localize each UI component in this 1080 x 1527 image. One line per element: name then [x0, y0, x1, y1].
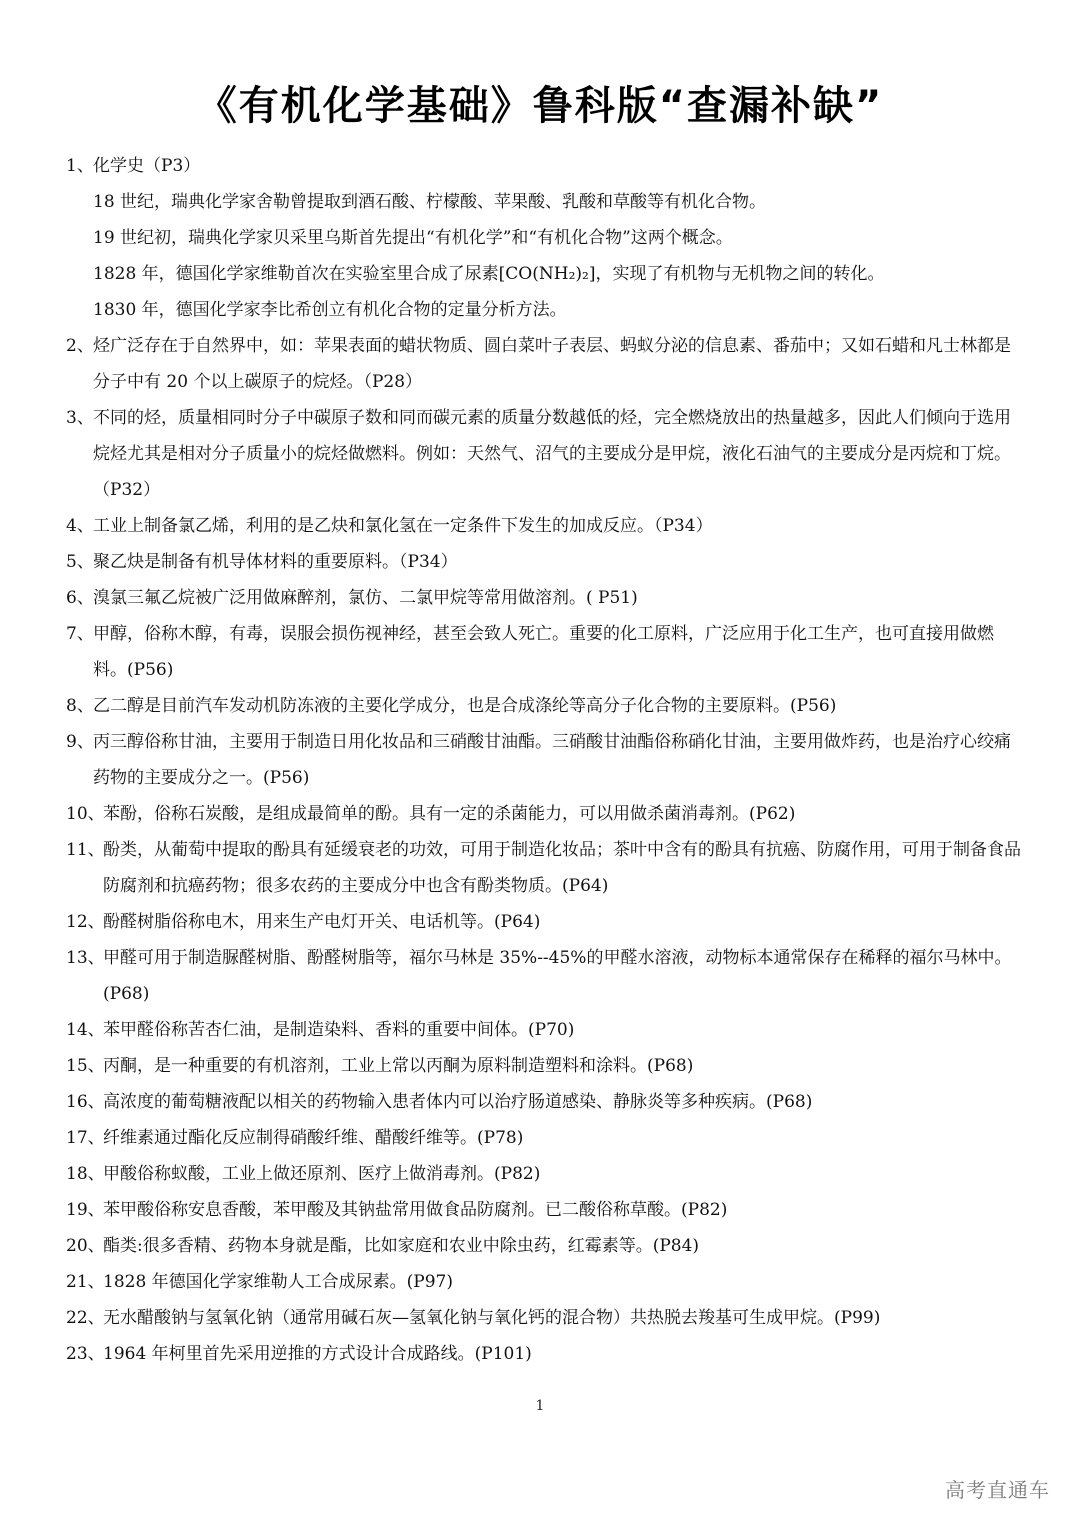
item-number: 3、 — [66, 408, 94, 428]
item-text: 无水醋酸钠与氢氧化钠（通常用碱石灰—氢氧化钠与氧化钙的混合物）共热脱去羧基可生成甲烷。(P99) — [103, 1308, 881, 1328]
list-item — [66, 1120, 1024, 1156]
item-number: 20、 — [66, 1236, 105, 1256]
item-number: 14、 — [66, 1020, 105, 1040]
item-number: 17、 — [66, 1128, 105, 1148]
item-number: 11、 — [66, 840, 105, 860]
item-number: 7、 — [66, 624, 94, 644]
list-item — [66, 904, 1024, 940]
history-line: 1830 年，德国化学家李比希创立有机化合物的定量分析方法。 — [93, 300, 567, 320]
history-line: 18 世纪，瑞典化学家舍勒曾提取到酒石酸、柠檬酸、苹果酸、乳酸和草酸等有机化合物。 — [93, 192, 767, 212]
item-number: 2、 — [66, 336, 94, 356]
item-number: 23、 — [66, 1344, 105, 1364]
list-item — [66, 832, 1024, 904]
item-text: 苯甲酸俗称安息香酸，苯甲酸及其钠盐常用做食品防腐剂。已二酸俗称草酸。(P82) — [103, 1200, 728, 1220]
list-item — [66, 940, 1024, 1012]
list-item — [66, 1048, 1024, 1084]
item-text: 高浓度的葡萄糖液配以相关的药物输入患者体内可以治疗肠道感染、静脉炎等多种疾病。(P68) — [103, 1092, 813, 1112]
item-text: 纤维素通过酯化反应制得硝酸纤维、醋酸纤维等。(P78) — [103, 1128, 524, 1148]
item-number: 12、 — [66, 912, 105, 932]
item-text: 酚类，从葡萄中提取的酚具有延缓衰老的功效，可用于制造化妆品；茶叶中含有的酚具有抗癌、防腐作用，可用于制备食品防腐剂和抗癌药物；很多农药的主要成分中也含有酚类物质。(P64) — [103, 840, 1021, 896]
item-number: 8、 — [66, 696, 94, 716]
list-item — [66, 328, 1024, 400]
list-item — [66, 724, 1024, 796]
list-item — [66, 580, 1024, 616]
history-line: 1828 年，德国化学家维勒首次在实验室里合成了尿素[CO(NH₂)₂]，实现了有机物与无机物之间的转化。 — [93, 264, 885, 284]
item-text: 甲酸俗称蚁酸，工业上做还原剂、医疗上做消毒剂。(P82) — [103, 1164, 541, 1184]
item-text: 丙三醇俗称甘油，主要用于制造日用化妆品和三硝酸甘油酯。三硝酸甘油酯俗称硝化甘油，主要用做炸药，也是治疗心绞痛药物的主要成分之一。(P56) — [93, 732, 1011, 788]
item-number: 15、 — [66, 1056, 105, 1076]
item-text: 烃广泛存在于自然界中，如：苹果表面的蜡状物质、圆白菜叶子表层、蚂蚁分泌的信息素、番茄中；又如石蜡和凡士林都是分子中有 20 个以上碳原子的烷烃。（P28） — [93, 336, 1011, 392]
item-number: 16、 — [66, 1092, 105, 1112]
list-item — [66, 400, 1024, 508]
item-text: 苯酚，俗称石炭酸，是组成最简单的酚。具有一定的杀菌能力，可以用做杀菌消毒剂。(P62) — [103, 804, 796, 824]
list-item — [66, 616, 1024, 688]
item-number: 10、 — [66, 804, 105, 824]
list-item — [66, 544, 1024, 580]
list-item — [66, 1012, 1024, 1048]
item-text: 苯甲醛俗称苦杏仁油，是制造染料、香料的重要中间体。(P70) — [103, 1020, 575, 1040]
item-text: 甲醛可用于制造脲醛树脂、酚醛树脂等，福尔马林是 35%--45%的甲醛水溶液，动物标本通常保存在稀释的福尔马林中。(P68) — [103, 948, 1012, 1004]
list-item — [66, 508, 1024, 544]
item-number: 5、 — [66, 552, 94, 572]
list-item — [66, 1300, 1024, 1336]
item-text: 聚乙炔是制备有机导体材料的重要原料。（P34） — [93, 552, 458, 572]
history-line: 19 世纪初，瑞典化学家贝采里乌斯首先提出“有机化学”和“有机化合物”这两个概念。 — [93, 228, 733, 248]
item-number: 9、 — [66, 732, 94, 752]
watermark: 高考直通车 — [945, 1478, 1050, 1502]
item-text: 溴氯三氟乙烷被广泛用做麻醉剂，氯仿、二氯甲烷等常用做溶剂。( P51) — [93, 588, 638, 608]
list-item — [66, 688, 1024, 724]
item-text: 1964 年柯里首先采用逆推的方式设计合成路线。(P101) — [103, 1344, 532, 1364]
item-text: 甲醇，俗称木醇，有毒，误服会损伤视神经，甚至会致人死亡。重要的化工原料，广泛应用于化工生产，也可直接用做燃料。(P56) — [93, 624, 994, 680]
item-text: 酚醛树脂俗称电木，用来生产电灯开关、电话机等。(P64) — [103, 912, 541, 932]
list-item — [66, 1156, 1024, 1192]
list-item — [66, 148, 1024, 184]
item-text: 化学史（P3） — [93, 156, 201, 176]
item-text: 酯类:很多香精、药物本身就是酯，比如家庭和农业中除虫药，红霉素等。(P84) — [103, 1236, 700, 1256]
list-item — [66, 1192, 1024, 1228]
list-item — [66, 1084, 1024, 1120]
list-item — [66, 1264, 1024, 1300]
item-text: 工业上制备氯乙烯，利用的是乙炔和氯化氢在一定条件下发生的加成反应。（P34） — [93, 516, 713, 536]
page-title: 《有机化学基础》鲁科版“查漏补缺” — [196, 83, 884, 129]
item-number: 13、 — [66, 948, 105, 968]
item-number: 1、 — [66, 156, 94, 176]
item-text: 丙酮，是一种重要的有机溶剂，工业上常以丙酮为原料制造塑料和涂料。(P68) — [103, 1056, 694, 1076]
item-text: 乙二醇是目前汽车发动机防冻液的主要化学成分，也是合成涤纶等高分子化合物的主要原料。(P56) — [93, 696, 837, 716]
document-body — [66, 148, 1024, 1372]
item-number: 21、 — [66, 1272, 105, 1292]
item-number: 22、 — [66, 1308, 105, 1328]
item-number: 6、 — [66, 588, 94, 608]
item-number: 18、 — [66, 1164, 105, 1184]
item-number: 19、 — [66, 1200, 105, 1220]
page-number: 1 — [535, 1398, 545, 1414]
item-text: 不同的烃，质量相同时分子中碳原子数和同而碳元素的质量分数越低的烃，完全燃烧放出的热量越多，因此人们倾向于选用烷烃尤其是相对分子质量小的烷烃做燃料。例如：天然气、沼气的主要成分是甲烷，液化石油气的主要成分是丙烷和丁烷。（P32） — [93, 408, 1011, 500]
list-item — [66, 1336, 1024, 1372]
item-number: 4、 — [66, 516, 94, 536]
item-text: 1828 年德国化学家维勒人工合成尿素。(P97) — [103, 1272, 454, 1292]
list-item — [66, 796, 1024, 832]
list-item — [66, 1228, 1024, 1264]
